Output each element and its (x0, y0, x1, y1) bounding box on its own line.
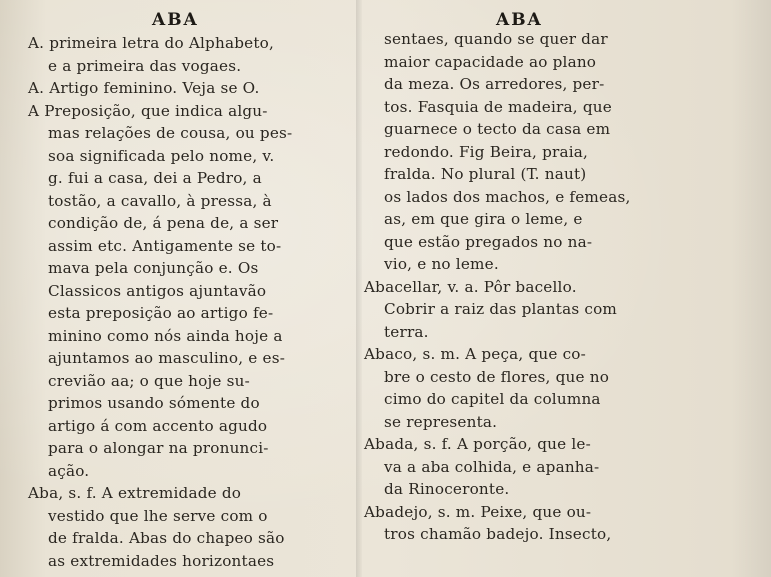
text-line: se representa. (384, 412, 498, 431)
text-line: as extremidades horizontaes (48, 551, 275, 570)
text-line: para o alongar na pronunci- (48, 439, 269, 457)
text-line: primos usando sómente do (48, 394, 260, 412)
text-line: Abada, s. f. A porção, que le- (364, 435, 591, 453)
text-line: Classicos antigos ajuntavão (48, 281, 267, 300)
text-line: Abadejo, s. m. Peixe, que ou- (364, 502, 592, 521)
text-line: redondo. Fig Beira, praia, (384, 142, 589, 161)
text-line: terra. (384, 322, 429, 341)
text-line: mas relações de cousa, ou pes- (48, 124, 293, 142)
text-line: assim etc. Antigamente se to- (48, 236, 282, 255)
text-line: A Preposição, que indica algu- (28, 101, 268, 120)
text-line: fralda. No plural (T. naut) (384, 165, 587, 183)
text-line: os lados dos machos, e femeas, (384, 187, 631, 206)
text-line: vestido que lhe serve com o (48, 506, 268, 525)
text-line: tostão, a cavallo, à pressa, à (48, 191, 272, 210)
text-line: maior capacidade ao plano (384, 52, 597, 71)
text-line: guarnece o tecto da casa em (384, 120, 611, 138)
page-gutter (356, 0, 362, 577)
text-line: cimo do capitel da columna (384, 390, 601, 408)
text-line: sentaes, quando se quer dar (384, 30, 608, 48)
text-line: A. Artigo feminino. Veja se O. (28, 79, 260, 97)
text-line: ajuntamos ao masculino, e es- (48, 349, 286, 367)
left-running-header: ABA (152, 10, 199, 30)
text-line: esta preposição ao artigo fe- (48, 304, 274, 322)
text-line: da meza. Os arredores, per- (384, 75, 605, 93)
text-line: A. primeira letra do Alphabeto, (28, 34, 275, 52)
text-line: bre o cesto de flores, que no (384, 367, 610, 386)
text-line: tos. Fasquia de madeira, que (384, 97, 612, 116)
page-edge-shadow (731, 0, 771, 577)
text-line: as, em que gira o leme, e (384, 210, 583, 228)
text-line: Abacellar, v. a. Pôr bacello. (364, 277, 577, 296)
text-line: ação. (48, 461, 90, 480)
text-line: mava pela conjunção e. Os (48, 259, 259, 277)
text-line: soa significada pelo nome, v. (48, 146, 275, 165)
text-line: condição de, á pena de, a ser (48, 214, 279, 232)
text-line: de fralda. Abas do chapeo são (48, 529, 285, 547)
left-text-lines (28, 32, 292, 572)
right-text-lines (364, 28, 630, 546)
text-line: vio, e no leme. (384, 255, 499, 273)
text-line: artigo á com accento agudo (48, 416, 268, 435)
text-line: que estão pregados no na- (384, 232, 593, 251)
text-line: Cobrir a raiz das plantas com (384, 300, 618, 318)
text-line: va a aba colhida, e apanha- (384, 457, 600, 476)
text-line: g. fui a casa, dei a Pedro, a (48, 169, 262, 187)
text-line: da Rinoceronte. (384, 480, 510, 498)
right-running-header: ABA (496, 10, 543, 30)
text-line: minino como nós ainda hoje a (48, 326, 283, 345)
text-line: Aba, s. f. A extremidade do (28, 484, 242, 502)
text-line: crevião aa; o que hoje su- (48, 371, 250, 390)
text-line: tros chamão badejo. Insecto, (384, 525, 612, 543)
text-line: Abaco, s. m. A peça, que co- (364, 345, 586, 363)
text-line: e a primeira das vogaes. (48, 56, 242, 75)
